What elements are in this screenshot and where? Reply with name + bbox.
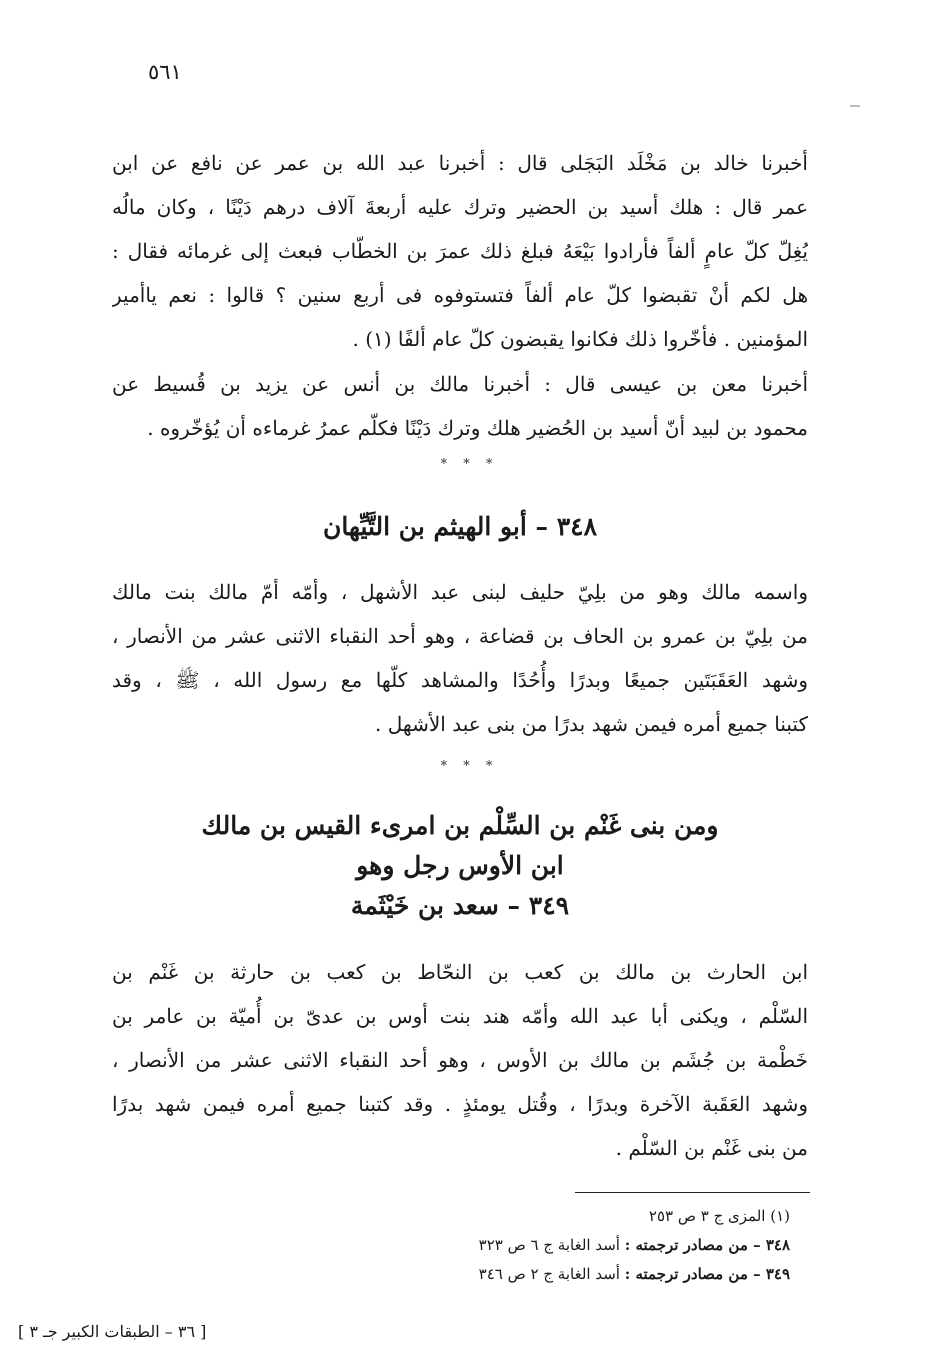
heading-line: ابن الأوس رجل وهو [356,851,564,880]
text-line: وشهد العَقَبَتَين جميعًا وبدرًا وأُحُدًا والمشاهد كلّها مع رسول الله ، ﷺ ، وقد [112,668,808,692]
footnote-349 [350,1260,790,1289]
footnote-1: (١) المزى ج ٣ ص ٢٥٣ [648,1207,790,1225]
text-line: أخبرنا معن بن عيسى قال : أخبرنا مالك بن أنس عن يزيد بن قُسيط عن [112,372,808,396]
page-number: ٥٦١ [148,60,182,84]
paragraph-abu-haytham [112,570,808,746]
footnote-label: ٣٤٨ – من مصادر ترجمته : [624,1236,790,1254]
text-line: أخبرنا خالد بن مَخْلَد البَجَلى قال : أخبرنا عبد الله بن عمر عن نافع عن ابن [112,151,808,175]
text-line: خَطْمة بن جُشَم بن مالك بن الأوس ، وهو أحد النقباء الاثنى عشر من الأنصار ، [112,1048,808,1072]
text-line: وشهد العَقَبة الآخرة وبدرًا ، وقُتل يومئذٍ . وقد كتبنا جميع أمره فيمن شهد بدرًا [112,1092,808,1116]
text-line: السّلْم ، ويكنى أبا عبد الله وأمّه هند بنت أوس بن عدىّ بن أُميّة بن عامر بن [112,1004,808,1028]
heading-group-ghanm [112,806,808,926]
heading-entry-348: ٣٤٨ – أبو الهيثم بن التَّيِّهان [322,512,598,541]
margin-mark [850,105,860,107]
footnote-label: ٣٤٩ – من مصادر ترجمته : [624,1265,790,1283]
text-line: يُغِلّ كلّ عامٍ ألفاً فأرادوا بَيْعَهُ فبلغ ذلك عمرَ بن الخطّاب فبعث إلى غرمائه فقال : [112,239,808,263]
text-line: عمر قال : هلك أسيد بن الحضير وترك عليه أربعةَ آلاف درهم دَيْنًا ، وكان مالُه [112,195,808,219]
section-separator: * * * [440,457,499,472]
footnote-text: أسد الغابة ج ٢ ص ٣٤٦ [478,1265,620,1283]
text-line: ابن الحارث بن مالك بن كعب بن النحّاط بن كعب بن حارثة بن غَنْم بن [112,960,808,984]
footnote-text: أسد الغابة ج ٦ ص ٣٢٣ [478,1236,620,1254]
footnotes [350,1202,790,1289]
footnote-348 [350,1231,790,1260]
paragraph-saad [112,950,808,1170]
text-line: هل لكم أنْ تقبضوا كلّ عام ألفاً فتستوفوه فى أربع سنين ؟ قالوا : نعم ياأمير [112,283,808,307]
paragraph-khalid [112,141,808,361]
section-separator: * * * [440,759,499,774]
text-line: من بلِيّ بن عمرو بن الحاف بن قضاعة ، وهو أحد النقباء الاثنى عشر من الأنصار ، [112,624,808,648]
heading-line: ومن بنى غَنْم بن السِّلْم بن امرىء القيس بن مالك [201,811,719,840]
text-line: المؤمنين . فأخّروا ذلك فكانوا يقبضون كلّ عام ألفًا (١) . [352,327,808,351]
running-footer: [ ٣٦ – الطبقات الكبير جـ ٣ ] [18,1322,207,1341]
text-line: كتبنا جميع أمره فيمن شهد بدرًا من بنى عبد الأشهل . [375,712,808,736]
text-line: محمود بن لبيد أنّ أسيد بن الحُضير هلك وترك دَيْنًا فكلّم عمرُ غرماءه أن يُؤخّروه . [147,416,808,440]
text-line: من بنى غَنْم بن السّلْم . [615,1136,808,1160]
heading-entry-349: ٣٤٩ – سعد بن خَيْثَمة [350,891,570,920]
text-line: واسمه مالك وهو من بلِيّ حليف لبنى عبد الأشهل ، وأمّه أمّ مالك بنت مالك [112,580,808,604]
footnote-rule [575,1192,810,1193]
paragraph-maan [112,362,808,450]
